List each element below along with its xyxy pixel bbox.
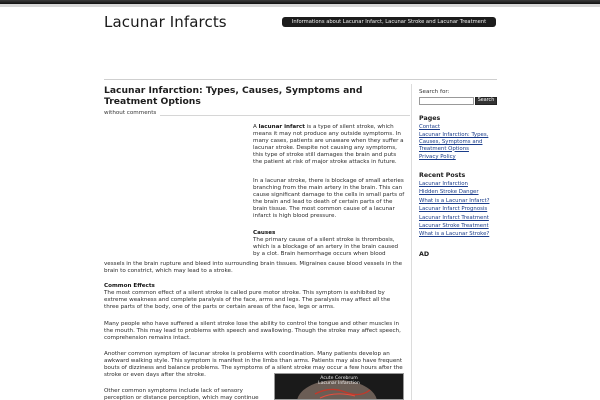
content-sidebar-divider	[411, 84, 412, 400]
recent-post-link[interactable]: Lacunar Infarction	[419, 181, 468, 187]
causes-paragraph-part2: vessels in the brain rupture and bleed into surrounding brain tissues. Migraines cause blood vessels in the brain to constrict, which may lead to a stroke.	[104, 261, 403, 275]
intro-bold-term: lacunar infarct	[258, 124, 305, 130]
causes-heading: Causes	[253, 230, 276, 236]
recent-post-link[interactable]: Lacunar Infarct Treatment	[419, 214, 489, 221]
post-title[interactable]: Lacunar Infarction: Types, Causes, Symptoms and Treatment Options	[104, 85, 363, 107]
recent-posts-list	[419, 181, 499, 240]
paragraph-coordination: Another common symptom of lacunar stroke is problems with coordination. Many patients develop an awkward walking style. This symptom is manifest in the limbs than arms. Patients may also have frequent bouts of dizziness and balance problems. The symptoms of a silent stroke may occur a few hours after the stroke or even days after the stroke.	[104, 351, 403, 379]
recent-post-link[interactable]: What is a Lacunar Infarct?	[419, 197, 490, 204]
page-link-privacy-policy[interactable]: Privacy Policy	[419, 153, 456, 160]
intro-rest: is a type of silent stroke, which means it may not produce any outside symptoms. In many cases, patients are unaware when they suffer a lacunar stroke. Despite not causing any symptoms, this type of stroke still damages the brain and puts the patient at risk of major stroke attacks in future.	[253, 124, 404, 166]
recent-post-link[interactable]: Lacunar Stroke Treatment	[419, 222, 489, 229]
site-title[interactable]: Lacunar Infarcts	[104, 13, 227, 31]
top-bar-shadow	[0, 4, 600, 7]
pages-list	[419, 124, 499, 162]
search-label: Search for:	[419, 89, 450, 95]
search-button[interactable]: Search	[475, 97, 497, 105]
intro-prefix: A	[253, 124, 259, 130]
search-input[interactable]	[419, 97, 474, 105]
site-tagline: Informations about Lacunar Infarct, Lacunar Stroke and Lacunar Treatment	[282, 17, 496, 27]
recent-post-link[interactable]: Hidden Stroke Danger	[419, 189, 479, 196]
causes-paragraph-part1: The primary cause of a silent stroke is thrombosis, which is a blockage of an artery in the brain caused by a clot. Brain hemorrhage occurs when blood	[253, 237, 399, 258]
paragraph-other-symptoms: Other common symptoms include lack of sensory perception or distance perception, which may continue	[104, 388, 259, 400]
effects-heading: Common Effects	[104, 283, 155, 289]
brain-scan-figure	[274, 373, 404, 400]
paragraph-tongue: Many people who have suffered a silent stroke lose the ability to control the tongue and other muscles in the mouth. This may lead to problems with speech and swallowing. Though the stroke may affect speech, comprehension remains intact.	[104, 321, 401, 342]
recent-posts-heading: Recent Posts	[419, 172, 466, 179]
meta-divider	[160, 115, 410, 116]
paragraph-blockage: In a lacunar stroke, there is blockage of small arteries branching from the main artery in the brain. This can cause significant damage to the cells in small parts of the brain and lead to death of certain parts of the brain tissue. The most common cause of a lacunar infarct is high blood pressure.	[253, 178, 405, 220]
page-link-lacunar-infarction[interactable]: Lacunar Infarction: Types, Causes, Symptoms and Treatment Options	[419, 132, 489, 152]
intro-paragraph	[253, 124, 405, 167]
post-meta-comments[interactable]: without comments	[104, 110, 157, 116]
recent-post-link[interactable]: Lacunar Infarct Prognosis	[419, 206, 488, 213]
header-divider	[104, 79, 497, 80]
effects-paragraph: The most common effect of a silent stroke is called pure motor stroke. This symptom is exhibited by extreme weakness and complete paralysis of the face, arms and legs. The paralysis may affect all the three parts of the body, one of the parts or certain areas of the face, legs or arms.	[104, 290, 391, 311]
page-link-contact[interactable]: Contact	[419, 124, 440, 130]
pages-heading: Pages	[419, 115, 441, 122]
figure-caption-line1: Acute Cerebrum	[320, 376, 358, 381]
recent-post-link[interactable]: What is a Lacunar Stroke?	[419, 231, 490, 238]
ad-heading: AD	[419, 251, 430, 258]
figure-caption-line2: Lacunar Infarction	[318, 381, 360, 386]
